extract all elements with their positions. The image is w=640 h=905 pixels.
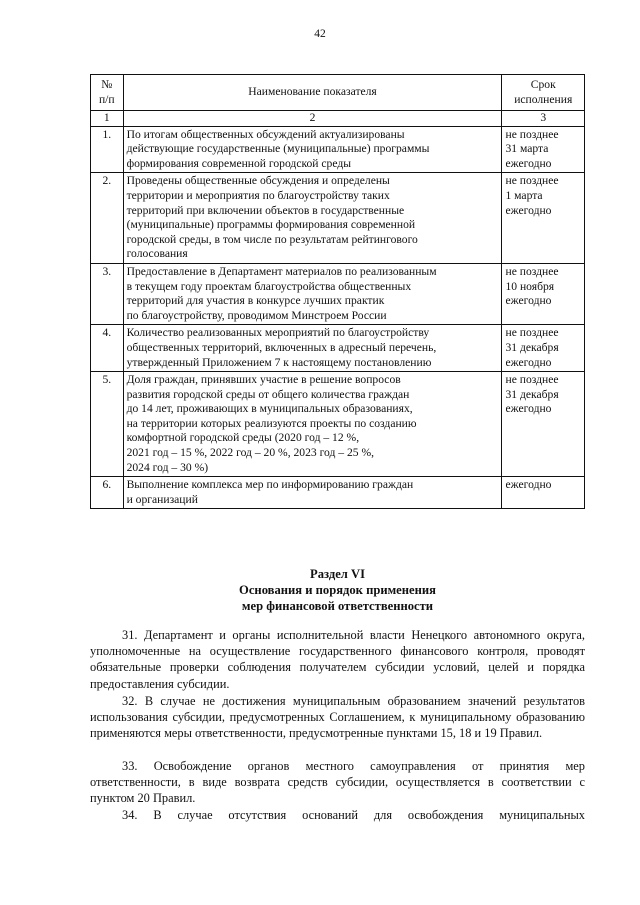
row-number: 5.: [91, 372, 124, 477]
indicator-name: Проведены общественные обсуждения и определены территории и мероприятия по благоустройству таких территорий при включении объектов в государственные (муниципальные) программы формирования современной городской среды, в том числе по результатам рейтингового голосования: [123, 173, 502, 264]
deadline: не позднее 1 марта ежегодно: [502, 173, 585, 264]
row-number: 4.: [91, 325, 124, 372]
section-title-line1: Основания и порядок применения: [239, 583, 436, 597]
indicator-name: Предоставление в Департамент материалов по реализованным в текущем году проектам благоустройства общественных территорий для участия в конкурсе лучших практик по благоустройству, проводимом Минстроем России: [123, 263, 502, 324]
indicator-name: Доля граждан, принявших участие в решение вопросов развития городской среды от общего количества граждан до 14 лет, проживающих в муниципальных образованиях, на территории которых реализуются проекты по созданию комфортной городской среды (2020 год – 12 %, 2021 год – 15 %, 2022 год – 20 %, 2023 год – 25 %, 2024 год – 30 %): [123, 372, 502, 477]
deadline: не позднее 10 ноября ежегодно: [502, 263, 585, 324]
column-number: 3: [502, 111, 585, 127]
section-heading: [90, 566, 585, 614]
row-number: 6.: [91, 477, 124, 509]
table-row: [91, 126, 585, 173]
table-row: [91, 372, 585, 477]
deadline: ежегодно: [502, 477, 585, 509]
section-label: Раздел VI: [310, 567, 365, 581]
indicator-name: Выполнение комплекса мер по информированию граждан и организаций: [123, 477, 502, 509]
column-number: 2: [123, 111, 502, 127]
paragraph-33: 33. Освобождение органов местного самоуправления от принятия мер ответственности, в виде возврата средств субсидии, осуществляется в соответствии с пунктом 20 Правил.: [90, 759, 585, 806]
deadline: не позднее 31 декабря ежегодно: [502, 372, 585, 477]
section-title-line2: мер финансовой ответственности: [241, 599, 434, 613]
deadline: не позднее 31 марта ежегодно: [502, 126, 585, 173]
deadline: не позднее 31 декабря ежегодно: [502, 325, 585, 372]
indicators-table: [90, 74, 585, 509]
indicator-name: Количество реализованных мероприятий по благоустройству общественных территорий, включенных в адресный перечень, утвержденный Приложением 7 к настоящему постановлению: [123, 325, 502, 372]
table-row: [91, 477, 585, 509]
indicator-name: По итогам общественных обсуждений актуализированы действующие государственные (муниципальные) программы формирования современной городской среды: [123, 126, 502, 173]
row-number: 2.: [91, 173, 124, 264]
row-number: 1.: [91, 126, 124, 173]
page-number: 42: [314, 28, 326, 40]
paragraph-31: 31. Департамент и органы исполнительной власти Ненецкого автономного округа, уполномоченные на осуществление государственного финансового контроля, проводят обязательные проверки соблюдения получателем субсидии условий, целей и порядка предоставления субсидии.: [90, 628, 585, 691]
table-header-row: [91, 75, 585, 111]
column-number: 1: [91, 111, 124, 127]
row-number: 3.: [91, 263, 124, 324]
table-row: [91, 263, 585, 324]
table-row: [91, 173, 585, 264]
column-numbering-row: [91, 111, 585, 127]
table-row: [91, 325, 585, 372]
header-num: № п/п: [91, 75, 124, 111]
header-name: Наименование показателя: [123, 75, 502, 111]
paragraph-34: 34. В случае отсутствия оснований для освобождения муниципальных: [122, 808, 585, 822]
paragraph-32: 32. В случае не достижения муниципальным образованием значений результатов использования субсидии, предусмотренных Соглашением, к муниципальному образованию применяются меры ответственности, предусмотренные пунктами 15, 18 и 19 Правил.: [90, 694, 585, 741]
header-deadline: Срок исполнения: [502, 75, 585, 111]
